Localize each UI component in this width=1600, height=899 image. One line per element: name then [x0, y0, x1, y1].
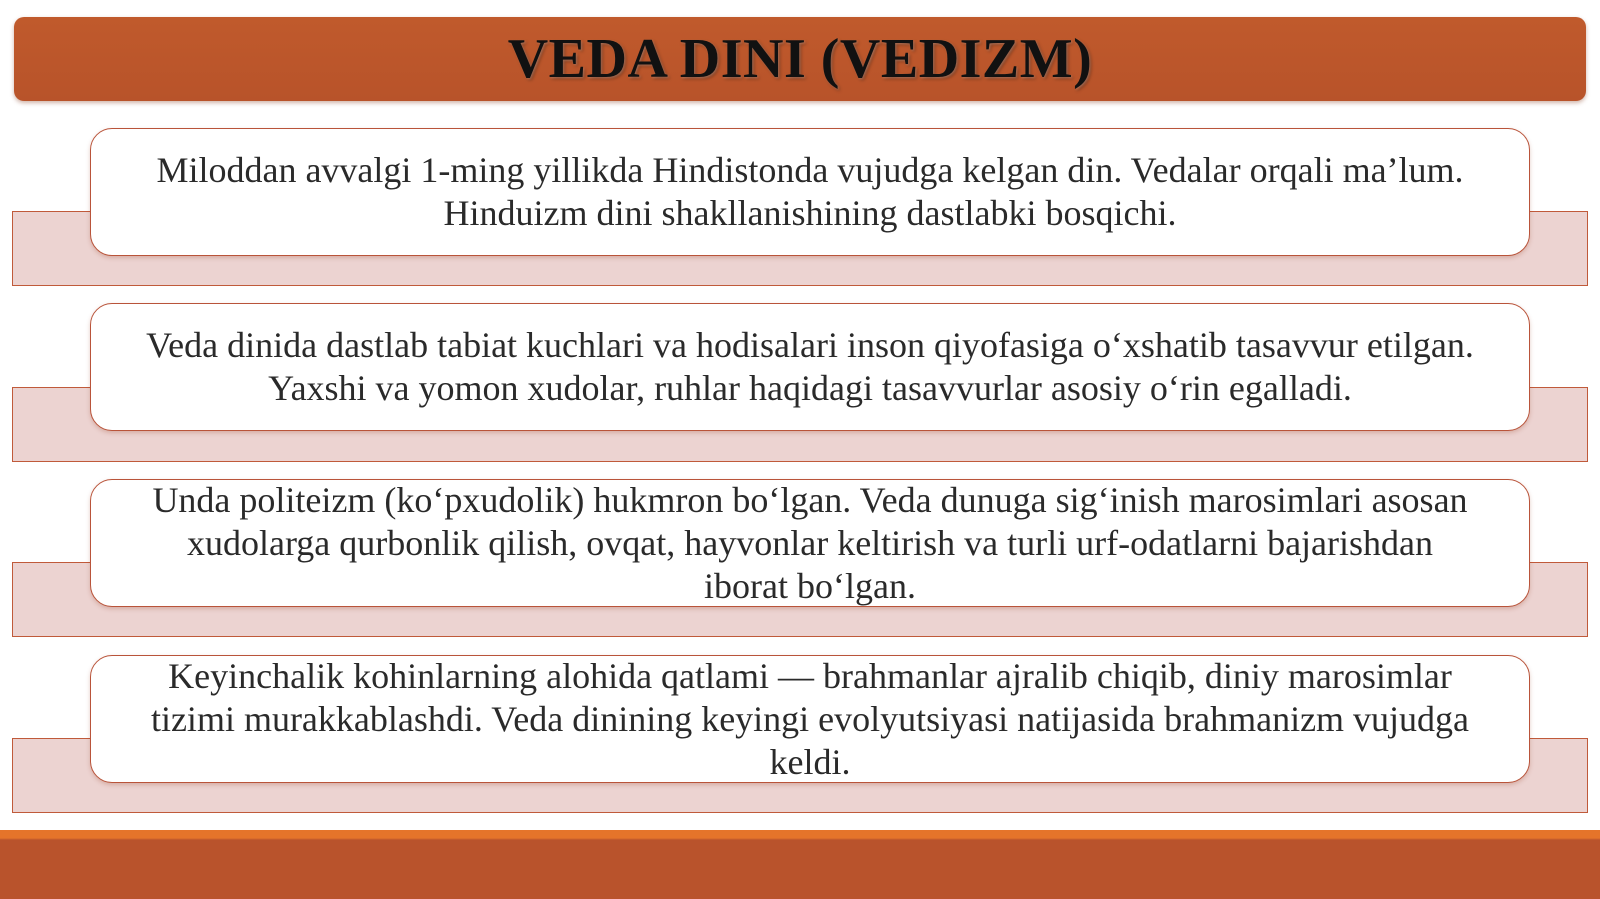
slide-title: VEDA DINI (VEDIZM) [507, 28, 1093, 90]
item-text-1: Miloddan avvalgi 1-ming yillikda Hindistonda vujudga kelgan din. Vedalar orqali ma’lum. Hinduizm dini shakllanishining dastlabki bosqichi. [156, 150, 1464, 233]
item-card-1 [90, 128, 1530, 256]
item-text-2: Veda dinida dastlab tabiat kuchlari va hodisalari inson qiyofasiga o‘xshatib tasavvur etilgan. Yaxshi va yomon xudolar, ruhlar haqidagi tasavvurlar asosiy o‘rin egalladi. [146, 325, 1474, 408]
title-bar [14, 17, 1586, 101]
item-card-4 [90, 655, 1530, 783]
item-card-3 [90, 479, 1530, 607]
item-text-3: Unda politeizm (ko‘pxudolik) hukmron bo‘lgan. Veda dunuga sig‘inish marosimlari asosan xudolarga qurbonlik qilish, ovqat, hayvonlar keltirish va turli urf-odatlarni bajarishdan iborat bo‘lgan. [152, 479, 1468, 606]
item-card-2 [90, 303, 1530, 431]
item-text-4: Keyinchalik kohinlarning alohida qatlami — brahmanlar ajralib chiqib, diniy marosimlar tizimi murakkablashdi. Veda dinining keyingi evolyutsiyasi natijasida brahmanizm vujudga keldi. [150, 655, 1470, 782]
footer-bar [0, 830, 1600, 899]
